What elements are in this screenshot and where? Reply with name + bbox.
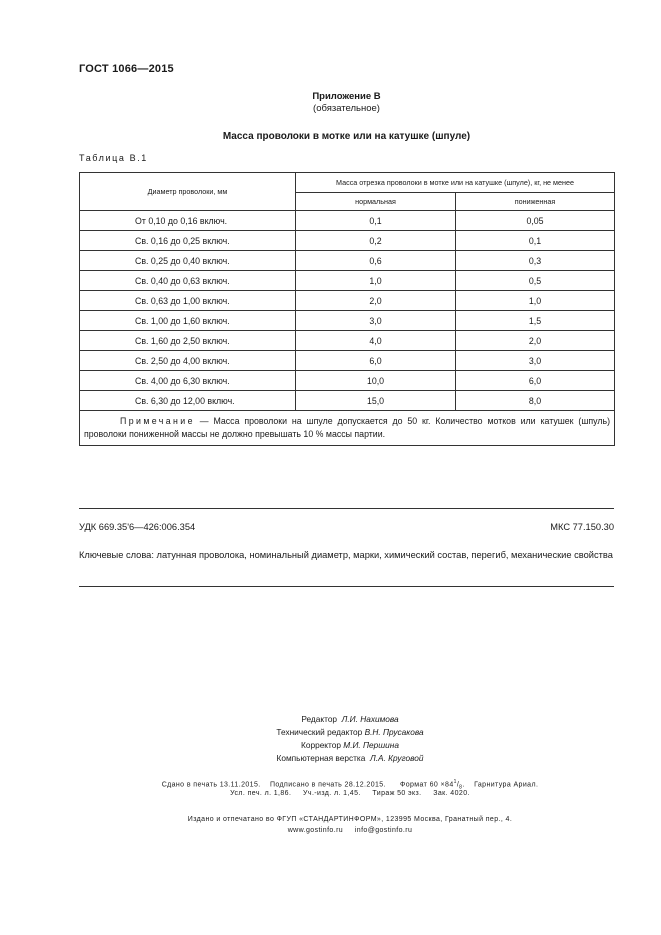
reduced-mass-cell: 3,0: [456, 351, 615, 371]
diameter-cell: Св. 1,60 до 2,50 включ.: [80, 331, 296, 351]
table-row: [80, 351, 615, 371]
keywords: Ключевые слова: латунная проволока, номинальный диаметр, марки, химический состав, перегиб, механические свойства: [79, 550, 613, 560]
normal-mass-cell: 4,0: [296, 331, 456, 351]
normal-mass-cell: 0,2: [296, 231, 456, 251]
appendix-subtitle: (обязательное): [313, 103, 380, 114]
document-title: Масса проволоки в мотке или на катушке (шпуле): [222, 131, 471, 142]
reduced-mass-cell: 0,3: [456, 251, 615, 271]
diameter-cell: Св. 1,00 до 1,60 включ.: [80, 311, 296, 331]
normal-mass-cell: 1,0: [296, 271, 456, 291]
col-header-reduced: пониженная: [456, 193, 615, 211]
table-row: [80, 331, 615, 351]
imprint-line-3: Издано и отпечатано во ФГУП «СТАНДАРТИНФОРМ», 123995 Москва, Гранатный пер., 4.: [187, 816, 513, 823]
normal-mass-cell: 6,0: [296, 351, 456, 371]
col-header-normal: нормальная: [296, 193, 456, 211]
credit-editor: Редактор Л.И. Нахимова: [301, 714, 399, 724]
table-row: [80, 211, 615, 231]
diameter-cell: Св. 0,40 до 0,63 включ.: [80, 271, 296, 291]
col-header-mass: Масса отрезка проволоки в мотке или на катушке (шпуле), кг, не менее: [296, 173, 615, 193]
col-header-diameter: Диаметр проволоки, мм: [80, 173, 296, 211]
reduced-mass-cell: 8,0: [456, 391, 615, 411]
diameter-cell: Св. 4,00 до 6,30 включ.: [80, 371, 296, 391]
normal-mass-cell: 0,6: [296, 251, 456, 271]
table-row: [80, 371, 615, 391]
divider-top: [79, 508, 614, 509]
table-row: [80, 231, 615, 251]
reduced-mass-cell: 0,05: [456, 211, 615, 231]
reduced-mass-cell: 1,0: [456, 291, 615, 311]
reduced-mass-cell: 0,5: [456, 271, 615, 291]
reduced-mass-cell: 0,1: [456, 231, 615, 251]
appendix-title: Приложение В: [312, 91, 381, 102]
table-row: [80, 271, 615, 291]
reduced-mass-cell: 1,5: [456, 311, 615, 331]
diameter-cell: Св. 6,30 до 12,00 включ.: [80, 391, 296, 411]
normal-mass-cell: 3,0: [296, 311, 456, 331]
imprint-line-2: Усл. печ. л. 1,86. Уч.-изд. л. 1,45. Тираж 50 экз. Зак. 4020.: [230, 790, 470, 797]
imprint-line-4: www.gostinfo.ru info@gostinfo.ru: [287, 827, 413, 834]
udk-code: УДК 669.35'6—426:006.354: [79, 522, 196, 532]
note-text: — Масса проволоки на шпуле допускается до 50 кг. Количество мотков или катушек (шпуль) проволоки пониженной массы не должно превышать 10 % массы партии.: [84, 416, 610, 439]
note-label: Примечание: [120, 416, 195, 426]
reduced-mass-cell: 2,0: [456, 331, 615, 351]
divider-bottom: [79, 586, 614, 587]
table-row: [80, 391, 615, 411]
wire-mass-table: [79, 172, 615, 446]
diameter-cell: Св. 0,63 до 1,00 включ.: [80, 291, 296, 311]
normal-mass-cell: 2,0: [296, 291, 456, 311]
table-caption: Таблица В.1: [79, 153, 148, 163]
normal-mass-cell: 0,1: [296, 211, 456, 231]
credit-tech-editor: Технический редактор В.Н. Прусакова: [276, 727, 424, 737]
standard-number: ГОСТ 1066—2015: [79, 63, 174, 75]
diameter-cell: Св. 0,16 до 0,25 включ.: [80, 231, 296, 251]
table-note: [80, 411, 615, 446]
reduced-mass-cell: 6,0: [456, 371, 615, 391]
table-row: [80, 251, 615, 271]
credit-corrector: Корректор М.И. Першина: [301, 740, 399, 750]
credit-layout: Компьютерная верстка Л.А. Круговой: [276, 753, 424, 763]
normal-mass-cell: 15,0: [296, 391, 456, 411]
diameter-cell: Св. 0,25 до 0,40 включ.: [80, 251, 296, 271]
imprint-line-1: Сдано в печать 13.11.2015. Подписано в печать 28.12.2015. Формат $60 \times 84^1/_8$. Гарнитура Ариал.: [161, 779, 539, 791]
diameter-cell: Св. 2,50 до 4,00 включ.: [80, 351, 296, 371]
table-row: [80, 291, 615, 311]
mks-code: МКС 77.150.30: [550, 522, 614, 532]
table-row: [80, 311, 615, 331]
normal-mass-cell: 10,0: [296, 371, 456, 391]
diameter-cell: От 0,10 до 0,16 включ.: [80, 211, 296, 231]
